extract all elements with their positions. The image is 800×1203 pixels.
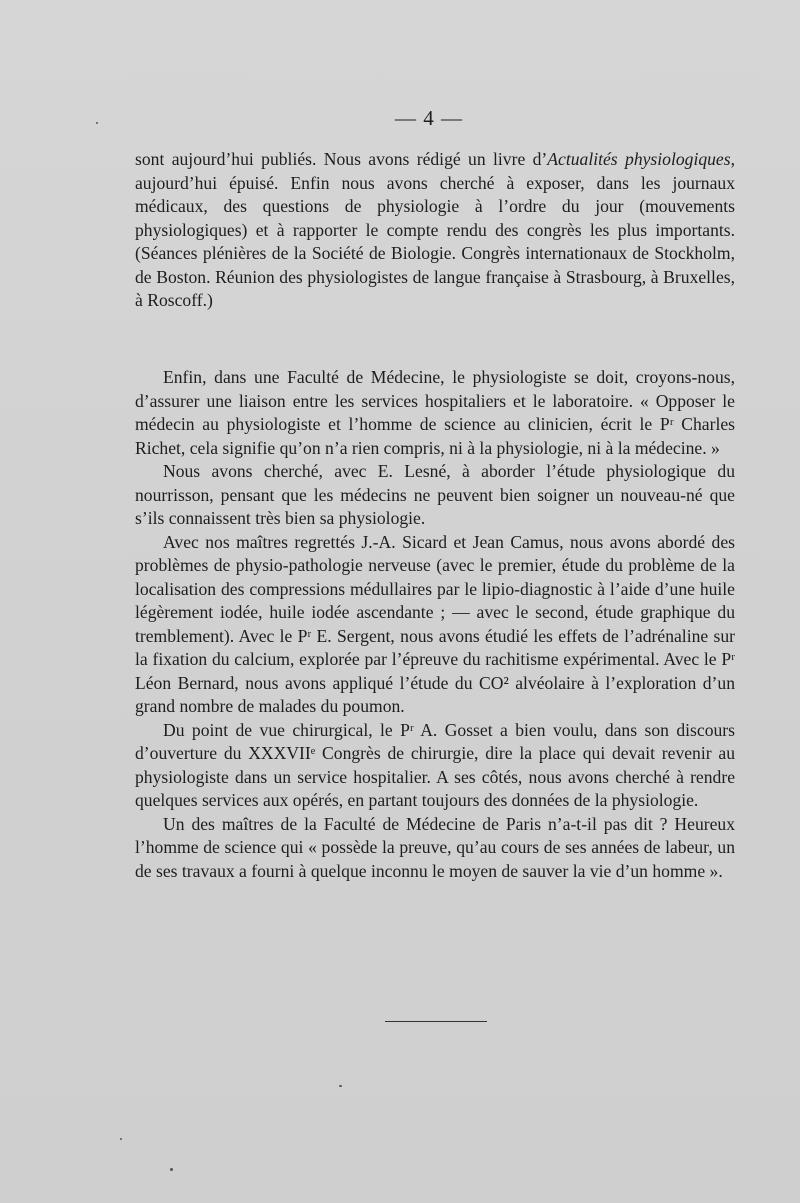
text-block-top: [135, 148, 735, 313]
paragraph-1-end: , aujourd’hui épuisé. Enfin nous avons cherché à exposer, dans les journaux médicaux, des questions de physiologie à l’ordre du jour (mouvements physiologiques) et à rapporter le compte rendu des congrès les plus importants. (Séances plénières de la Société de Biologie. Congrès internationaux de Stockholm, de Boston. Réunion des physiologistes de langue française à Strasbourg, à Bruxelles, à Roscoff.): [135, 149, 735, 310]
closing-rule: [385, 1021, 487, 1022]
book-title: Actualités physiologiques: [547, 149, 731, 169]
paragraph-3: Nous avons cherché, avec E. Lesné, à aborder l’étude physiologique du nourrisson, pensant que les médecins ne peuvent bien soigner un nouveau-né que s’ils connaissent très bien sa physiologie.: [135, 461, 735, 528]
paragraph-6: Un des maîtres de la Faculté de Médecine de Paris n’a-t-il pas dit ? Heureux l’homme de science qui « possède la preuve, qu’au cours de ses années de labeur, un de ses travaux a fourni à quelque inconnu le moyen de sauver la vie d’un homme ».: [135, 813, 735, 881]
ink-speck: [170, 1168, 173, 1171]
paragraph-1: [135, 148, 735, 313]
paragraph-5: Du point de vue chirurgical, le Pʳ A. Gosset a bien voulu, dans son discours d’ouverture du XXXVIIᵉ Congrès de chirurgie, dire la place qui devait revenir au physiologiste dans un service hospitalier. A ses côtés, nous avons cherché à rendre quelques services aux opérés, en partant toujours des données de la physiologie.: [135, 719, 735, 810]
paragraph-4: Avec nos maîtres regrettés J.-A. Sicard et Jean Camus, nous avons abordé des problèmes de physio-pathologie nerveuse (avec le premier, étude du problème de la localisation des compressions médullaires par le lipio-diagnostic à l’aide d’une huile légèrement iodée, huile iodée ascendante ; — avec le second, étude graphique du tremblement). Avec le Pʳ E. Sergent, nous avons étudié les effets de l’adrénaline sur la fixation du calcium, explorée par l’épreuve du rachitisme expérimental. Avec le Pʳ Léon Bernard, nous avons appliqué l’étude du CO² alvéolaire à l’exploration d’un grand nombre de malades du poumon.: [135, 531, 735, 716]
ink-speck: [120, 1138, 122, 1140]
paragraph-1-start: sont aujourd’hui publiés. Nous avons rédigé un livre d’: [135, 149, 548, 169]
ink-speck: [96, 122, 98, 124]
page-number: — 4 —: [395, 106, 463, 130]
paragraph-2: Enfin, dans une Faculté de Médecine, le physiologiste se doit, croyons-nous, d’assurer une liaison entre les services hospitaliers et le laboratoire. « Opposer le médecin au physiologiste et l’homme de science au clinicien, écrit le Pʳ Charles Richet, cela signifie qu’on n’a rien compris, ni à la physiologie, ni à la médecine. »: [135, 367, 735, 458]
ink-speck: [339, 1085, 342, 1087]
text-block-main: [135, 366, 735, 883]
